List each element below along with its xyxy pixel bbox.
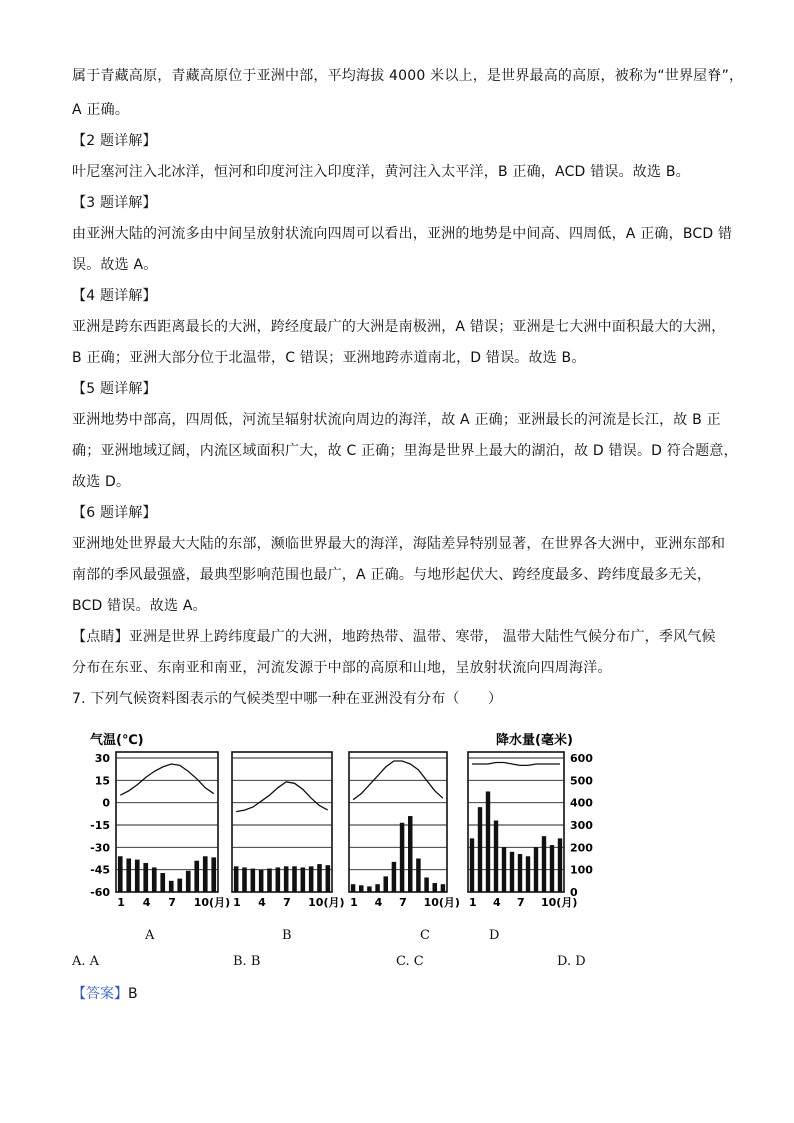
precip-bar-d [558, 838, 562, 892]
panel-label-b: B [282, 928, 292, 943]
x-tick-label: 7 [517, 896, 525, 909]
precip-bar-c [367, 886, 371, 892]
section-heading: 【3 题详解】 [72, 195, 157, 211]
precip-bar-a [135, 860, 140, 892]
x-tick-label: 4 [142, 896, 151, 909]
precip-bar-b [309, 866, 314, 892]
precip-bar-b [242, 867, 247, 892]
section-heading: 【6 题详解】 [72, 505, 157, 521]
question-7: 7. 下列气候资料图表示的气候类型中哪一种在亚洲没有分布（ ） [72, 691, 503, 707]
x-tick-label: 1 [469, 896, 477, 909]
precip-bar-d [470, 838, 474, 892]
precip-bar-c [416, 859, 420, 893]
answer-tag: 【答案】 [72, 986, 128, 1002]
precip-bar-b [284, 866, 289, 892]
text-line: B 正确；亚洲大部分位于北温带，C 错误；亚洲地跨赤道南北，D 错误。故选 B。 [72, 350, 586, 366]
temp-tick-label: -60 [90, 886, 110, 899]
precip-bar-a [177, 879, 182, 892]
precip-tick-label: 600 [570, 752, 593, 765]
precip-bar-a [203, 856, 208, 892]
answer-value: B [128, 986, 138, 1002]
panel-label-a: A [145, 928, 155, 943]
precip-bar-b [301, 867, 306, 892]
precip-bar-b [326, 865, 331, 892]
precip-bar-c [408, 816, 412, 892]
x-tick-label: 7 [399, 896, 407, 909]
option-d[interactable]: D. D [557, 954, 586, 969]
x-tick-label: 1 [233, 896, 241, 909]
precip-bar-d [518, 854, 522, 892]
text-line: 由亚洲大陆的河流多由中间呈放射状流向四周可以看出，亚洲的地势是中间高、四周低，A 正确，BCD 错 [72, 226, 733, 242]
precip-bar-c [441, 884, 445, 892]
panel-label-c: C [420, 928, 430, 943]
x-tick-label: 4 [493, 896, 501, 909]
precip-bar-b [292, 866, 297, 892]
right-axis-title: 降水量(毫米) [496, 733, 573, 748]
precip-bar-c [400, 823, 404, 892]
precip-bar-d [534, 847, 538, 892]
x-tick-label: 10(月) [423, 896, 460, 909]
precip-bar-a [126, 859, 131, 893]
precip-bar-c [375, 884, 379, 892]
temp-tick-label: 30 [94, 752, 110, 765]
precip-bar-b [251, 869, 256, 892]
precip-bar-c [433, 883, 437, 892]
precip-tick-label: 400 [570, 796, 593, 810]
x-tick-label: 10(月) [193, 896, 231, 909]
temp-curve-d [472, 763, 560, 766]
precip-tick-label: 200 [570, 841, 593, 855]
answer [72, 983, 138, 1003]
precip-bar-d [510, 852, 514, 892]
option-c[interactable]: C. C [396, 954, 424, 969]
precip-bar-c [384, 876, 388, 892]
panel-frame-d [468, 752, 564, 892]
text-line: 亚洲地处世界最大大陆的东部，濒临世界最大的海洋，海陆差异特别显著，在世界各大洲中，亚洲东部和 [72, 536, 726, 552]
precip-tick-label: 100 [570, 863, 593, 877]
precip-bar-d [494, 821, 498, 892]
text-line: 南部的季风最强盛，最典型影响范围也最广，A 正确。与地形起伏大、跨经度最多、跨纬度最多无关， [72, 567, 712, 583]
x-tick-label: 4 [258, 896, 266, 909]
climate-charts [70, 722, 630, 922]
left-axis-title: 气温(℃) [90, 733, 144, 748]
x-tick-label: 7 [283, 896, 291, 909]
precip-bar-b [259, 870, 264, 892]
option-b[interactable]: B. B [233, 954, 261, 969]
precip-bar-b [234, 866, 239, 892]
text-line: 亚洲是跨东西距离最长的大洲，跨经度最广的大洲是南极洲，A 错误；亚洲是七大洲中面积最大的大洲， [72, 319, 726, 335]
temp-tick-label: 0 [102, 796, 110, 810]
text-line: 【点睛】亚洲是世界上跨纬度最广的大洲，地跨热带、温带、寒带， 温带大陆性气候分布广，季风气候 [72, 629, 716, 645]
panel-frame-b [232, 752, 332, 892]
precip-bar-c [392, 862, 396, 892]
x-tick-label: 4 [374, 896, 383, 909]
precip-bar-a [160, 873, 165, 892]
x-tick-label: 10(月) [308, 896, 345, 909]
temp-curve-a [120, 764, 214, 795]
precip-bar-c [424, 877, 428, 892]
precip-bar-d [486, 792, 490, 893]
precip-bar-c [351, 884, 355, 892]
precip-bar-a [143, 863, 148, 892]
text-line: 误。故选 A。 [72, 257, 158, 273]
text-line: 确；亚洲地域辽阔，内流区域面积广大，故 C 正确；里海是世界上最大的湖泊，故 D 错误。D 符合题意， [72, 443, 738, 459]
panel-label-d: D [489, 928, 500, 943]
text-line: BCD 错误。故选 A。 [72, 598, 207, 614]
precip-tick-label: 0 [570, 886, 578, 899]
precip-bar-c [359, 885, 363, 892]
precip-bar-d [478, 807, 482, 892]
precip-bar-a [211, 857, 216, 892]
x-tick-label: 1 [117, 896, 125, 909]
temp-tick-label: -45 [90, 863, 110, 877]
precip-bar-a [152, 867, 157, 892]
text-line: 亚洲地势中部高，四周低，河流呈辐射状流向周边的海洋，故 A 正确；亚洲最长的河流是长江，故 B 正 [72, 412, 721, 428]
precip-bar-b [317, 864, 322, 892]
x-tick-label: 10(月) [541, 896, 578, 909]
climate-charts-svg [70, 722, 630, 922]
precip-bar-a [169, 881, 174, 892]
temp-tick-label: -15 [90, 819, 110, 832]
x-tick-label: 1 [350, 896, 358, 909]
precip-tick-label: 500 [570, 774, 593, 788]
text-line: A 正确。 [72, 102, 130, 118]
section-heading: 【5 题详解】 [72, 381, 157, 397]
precip-tick-label: 300 [570, 819, 593, 832]
panel-frame-c [349, 752, 447, 892]
temp-tick-label: -30 [90, 841, 110, 855]
precip-bar-d [526, 856, 530, 892]
precip-bar-a [118, 856, 123, 892]
precip-bar-a [186, 871, 191, 892]
text-line: 属于青藏高原，青藏高原位于亚洲中部，平均海拔 4000 米以上，是世界最高的高原，被称为“世界屋脊”， [72, 68, 744, 84]
precip-bar-b [276, 867, 281, 892]
text-line: 分布在东亚、东南亚和南亚，河流发源于中部的高原和山地，呈放射状流向四周海洋。 [72, 660, 612, 676]
panel-frame-a [116, 752, 218, 892]
x-tick-label: 7 [168, 896, 176, 909]
section-heading: 【2 题详解】 [72, 133, 157, 149]
precip-bar-d [502, 847, 506, 892]
temp-curve-b [236, 782, 328, 812]
text-line: 叶尼塞河注入北冰洋，恒河和印度河注入印度洋，黄河注入太平洋，B 正确，ACD 错误。故选 B。 [72, 164, 690, 180]
text-line: 故选 D。 [72, 474, 131, 490]
precip-bar-a [194, 861, 199, 892]
precip-bar-b [267, 869, 272, 892]
temp-tick-label: 15 [94, 774, 110, 788]
precip-bar-d [550, 845, 554, 892]
section-heading: 【4 题详解】 [72, 288, 157, 304]
option-a[interactable]: A. A [72, 954, 100, 969]
precip-bar-d [542, 836, 546, 892]
